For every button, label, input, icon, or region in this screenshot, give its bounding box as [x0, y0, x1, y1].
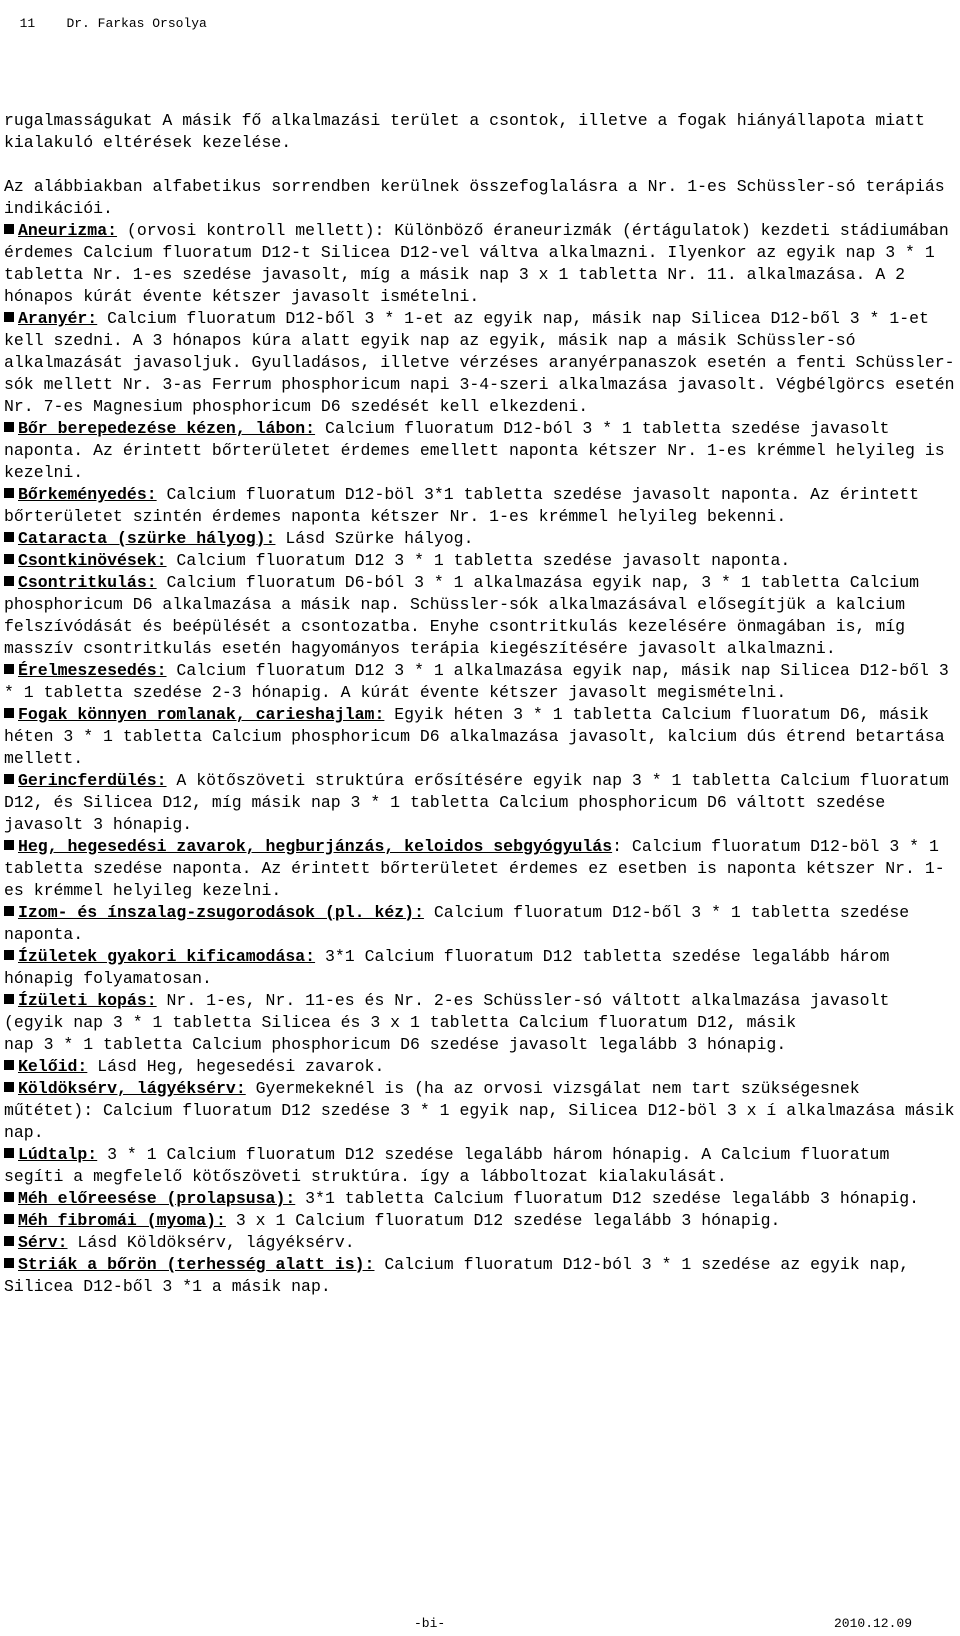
page-number: 11 [19, 16, 36, 31]
indication-entry [4, 1144, 956, 1188]
indication-entry [4, 308, 956, 418]
indication-entry [4, 1210, 956, 1232]
bullet-square-icon [4, 906, 14, 916]
indication-entry [4, 770, 956, 836]
indication-entry [4, 990, 956, 1056]
bullet-square-icon [4, 224, 14, 234]
indication-term: Ízületi kopás: [18, 991, 157, 1010]
footer-date: 2010.12.09 [833, 1616, 912, 1631]
bullet-square-icon [4, 774, 14, 784]
indication-term: Gerincferdülés: [18, 771, 167, 790]
indication-entry [4, 550, 956, 572]
intro-paragraph: rugalmasságukat A másik fő alkalmazási terület a csontok, illetve a fogak hiányállapota miatt kialakuló eltérések kezelése. [4, 111, 925, 152]
indication-term: Csontkinövések: [18, 551, 167, 570]
indication-term: Lúdtalp: [18, 1145, 98, 1164]
indication-text: Gyermekeknél is (ha az orvosi vizsgálat nem tart szükségesnek műtétet): Calcium fluoratum D12 szedése 3 * 1 egyik nap, Silicea D12-böl 3 x í alkalmazása másik nap. [4, 1079, 955, 1142]
indication-entry [4, 946, 956, 990]
indication-term: Aneurizma: [18, 221, 118, 240]
indication-entry [4, 528, 956, 550]
footer-mark: -bi- [414, 1616, 446, 1631]
indication-entry [4, 660, 956, 704]
bullet-square-icon [4, 664, 14, 674]
bullet-square-icon [4, 840, 14, 850]
bullet-square-icon [4, 312, 14, 322]
indication-text: Calcium fluoratum D6-ból 3 * 1 alkalmazása egyik nap, 3 * 1 tabletta Calcium phosphoricum D6 alkalmazása a másik nap. Schüssler-sók alkalmazásával elősegítjük a kalcium felszívódását és beépülését a csontozatba. Enyhe csontritkulás kezelésére önmagában is, míg masszív csontritkulás esetén hagyományos terápia kiegészítésére javasolt alkalmazni. [4, 573, 920, 658]
indication-entry [4, 484, 956, 528]
intro-paragraph: Az alábbiakban alfabetikus sorrendben kerülnek összefoglalásra a Nr. 1-es Schüssler-só terápiás indikációi. [4, 177, 945, 218]
document-body [4, 110, 956, 1298]
indication-term: Bőrkeményedés: [18, 485, 157, 504]
indication-term: Izom- és ínszalag-zsugorodások (pl. kéz): [18, 903, 424, 922]
indication-term: Ízületek gyakori kificamodása: [18, 947, 316, 966]
indication-list [4, 220, 956, 1298]
indication-text: Lásd Köldöksérv, lágyéksérv. [67, 1233, 355, 1252]
indication-entry [4, 220, 956, 308]
bullet-square-icon [4, 1214, 14, 1224]
author-name: Dr. Farkas Orsolya [66, 16, 207, 31]
indication-text: Lásd Heg, hegesedési zavarok. [87, 1057, 385, 1076]
indication-entry [4, 1078, 956, 1144]
indication-entry [4, 418, 956, 484]
indication-text: Calcium fluoratum D12-böl 3*1 tabletta szedése javasolt naponta. Az érintett bőrterületet szintén érdemes naponta kétszer Nr. 1-es krémmel helyileg bekenni. [4, 485, 920, 526]
indication-entry [4, 902, 956, 946]
indication-text: Calcium fluoratum D12 3 * 1 tabletta szedése javasolt naponta. [166, 551, 791, 570]
bullet-square-icon [4, 1148, 14, 1158]
spacer [4, 154, 956, 176]
indication-entry [4, 836, 956, 902]
indication-entry [4, 704, 956, 770]
bullet-square-icon [4, 576, 14, 586]
bullet-square-icon [4, 1082, 14, 1092]
indication-text: Lásd Szürke hályog. [275, 529, 474, 548]
indication-term: Striák a bőrön (terhesség alatt is): [18, 1255, 375, 1274]
indication-text: Calcium fluoratum D12 3 * 1 alkalmazása egyik nap, másik nap Silicea D12-ből 3 * 1 tabletta szedése 2-3 hónapig. A kúrát évente kétszer javasolt megismételni. [4, 661, 949, 702]
bullet-square-icon [4, 708, 14, 718]
indication-text: : Calcium fluoratum D12-böl 3 * 1 tabletta szedése naponta. Az érintett bőrterületet érdemes ez esetben is naponta kétszer Nr. 1-es krémmel helyileg kezelni. [4, 837, 945, 900]
page-header [4, 0, 207, 32]
indication-text: 3*1 Calcium fluoratum D12 tabletta szedése legalább három hónapig folyamatosan. [4, 947, 890, 988]
indication-term: Méh fibromái (myoma): [18, 1211, 226, 1230]
indication-text: Egyik héten 3 * 1 tabletta Calcium fluoratum D6, másik héten 3 * 1 tabletta Calcium phosphoricum D6 alkalmazása javasolt, kalcium dús étrend betartása mellett. [4, 705, 945, 768]
indication-entry [4, 1188, 956, 1210]
indication-text: 3*1 tabletta Calcium fluoratum D12 szedése legalább 3 hónapig. [295, 1189, 920, 1208]
indication-text: 3 * 1 Calcium fluoratum D12 szedése legalább három hónapig. A Calcium fluoratum segíti a megfelelő kötőszöveti struktúra. így a lábboltozat kialakulását. [4, 1145, 890, 1186]
indication-text: Nr. 1-es, Nr. 11-es és Nr. 2-es Schüssler-só váltott alkalmazása javasolt (egyik nap 3 * 1 tabletta Silicea és 3 x 1 tabletta Calcium fluoratum D12, másik nap 3 * 1 tabletta Calcium phosphoricum D6 szedése javasolt legalább 3 hónapig. [4, 991, 890, 1054]
bullet-square-icon [4, 422, 14, 432]
indication-entry [4, 1232, 956, 1254]
bullet-square-icon [4, 950, 14, 960]
indication-text: Calcium fluoratum D12-ból 3 * 1 szedése az egyik nap, Silicea D12-ből 3 *1 a másik nap. [4, 1255, 910, 1296]
bullet-square-icon [4, 1060, 14, 1070]
indication-term: Csontritkulás: [18, 573, 157, 592]
indication-entry [4, 1056, 956, 1078]
indication-term: Heg, hegesedési zavarok, hegburjánzás, keloidos sebgyógyulás [18, 837, 613, 856]
indication-term: Méh előreesése (prolapsusa): [18, 1189, 296, 1208]
indication-term: Érelmeszesedés: [18, 661, 167, 680]
bullet-square-icon [4, 554, 14, 564]
indication-term: Aranyér: [18, 309, 98, 328]
indication-term: Köldöksérv, lágyéksérv: [18, 1079, 246, 1098]
bullet-square-icon [4, 1192, 14, 1202]
bullet-square-icon [4, 1236, 14, 1246]
bullet-square-icon [4, 994, 14, 1004]
indication-text: Calcium fluoratum D12-ból 3 * 1 tabletta szedése javasolt naponta. Az érintett bőrterületet érdemes emellett naponta kétszer Nr. 1-es krémmel helyileg is kezelni. [4, 419, 945, 482]
indication-term: Fogak könnyen romlanak, carieshajlam: [18, 705, 385, 724]
indication-term: Sérv: [18, 1233, 68, 1252]
bullet-square-icon [4, 488, 14, 498]
indication-entry [4, 1254, 956, 1298]
indication-text: (orvosi kontroll mellett): Különböző éraneurizmák (értágulatok) kezdeti stádiumában érdemes Calcium fluoratum D12-t Silicea D12-vel váltva alkalmazni. Ilyenkor az egyik nap 3 * 1 tabletta Nr. 1-es szedése javasolt, míg a másik nap 3 x 1 tabletta Nr. 11. alkalmazása. A 2 hónapos kúrát évente kétszer javasolt ismételni. [4, 221, 949, 306]
indication-text: Calcium fluoratum D12-ből 3 * 1-et az egyik nap, másik nap Silicea D12-ből 3 * 1-et kell szedni. A 3 hónapos kúra alatt egyik nap az egyik, másik nap a másik Schüssler-só alkalmazását javasoljuk. Gyulladásos, illetve vérzéses aranyérpanaszok esetén a fenti Schüssler-sók mellett Nr. 3-as Ferrum phosphoricum napi 3-4-szeri alkalmazása javasolt. Végbélgörcs esetén Nr. 7-es Magnesium phosphoricum D6 szedését kell elkezdeni. [4, 309, 955, 416]
indication-term: Cataracta (szürke hályog): [18, 529, 276, 548]
indication-term: Bőr berepedezése kézen, lábon: [18, 419, 316, 438]
indication-text: A kötőszöveti struktúra erősítésére egyik nap 3 * 1 tabletta Calcium fluoratum D12, és Silicea D12, míg másik nap 3 * 1 tabletta Calcium phosphoricum D6 váltott szedése javasolt 3 hónapig. [4, 771, 949, 834]
bullet-square-icon [4, 1258, 14, 1268]
indication-text: Calcium fluoratum D12-ből 3 * 1 tabletta szedése naponta. [4, 903, 910, 944]
indication-entry [4, 572, 956, 660]
indication-text: 3 x 1 Calcium fluoratum D12 szedése legalább 3 hónapig. [225, 1211, 781, 1230]
indication-term: Kelőid: [18, 1057, 88, 1076]
bullet-square-icon [4, 532, 14, 542]
